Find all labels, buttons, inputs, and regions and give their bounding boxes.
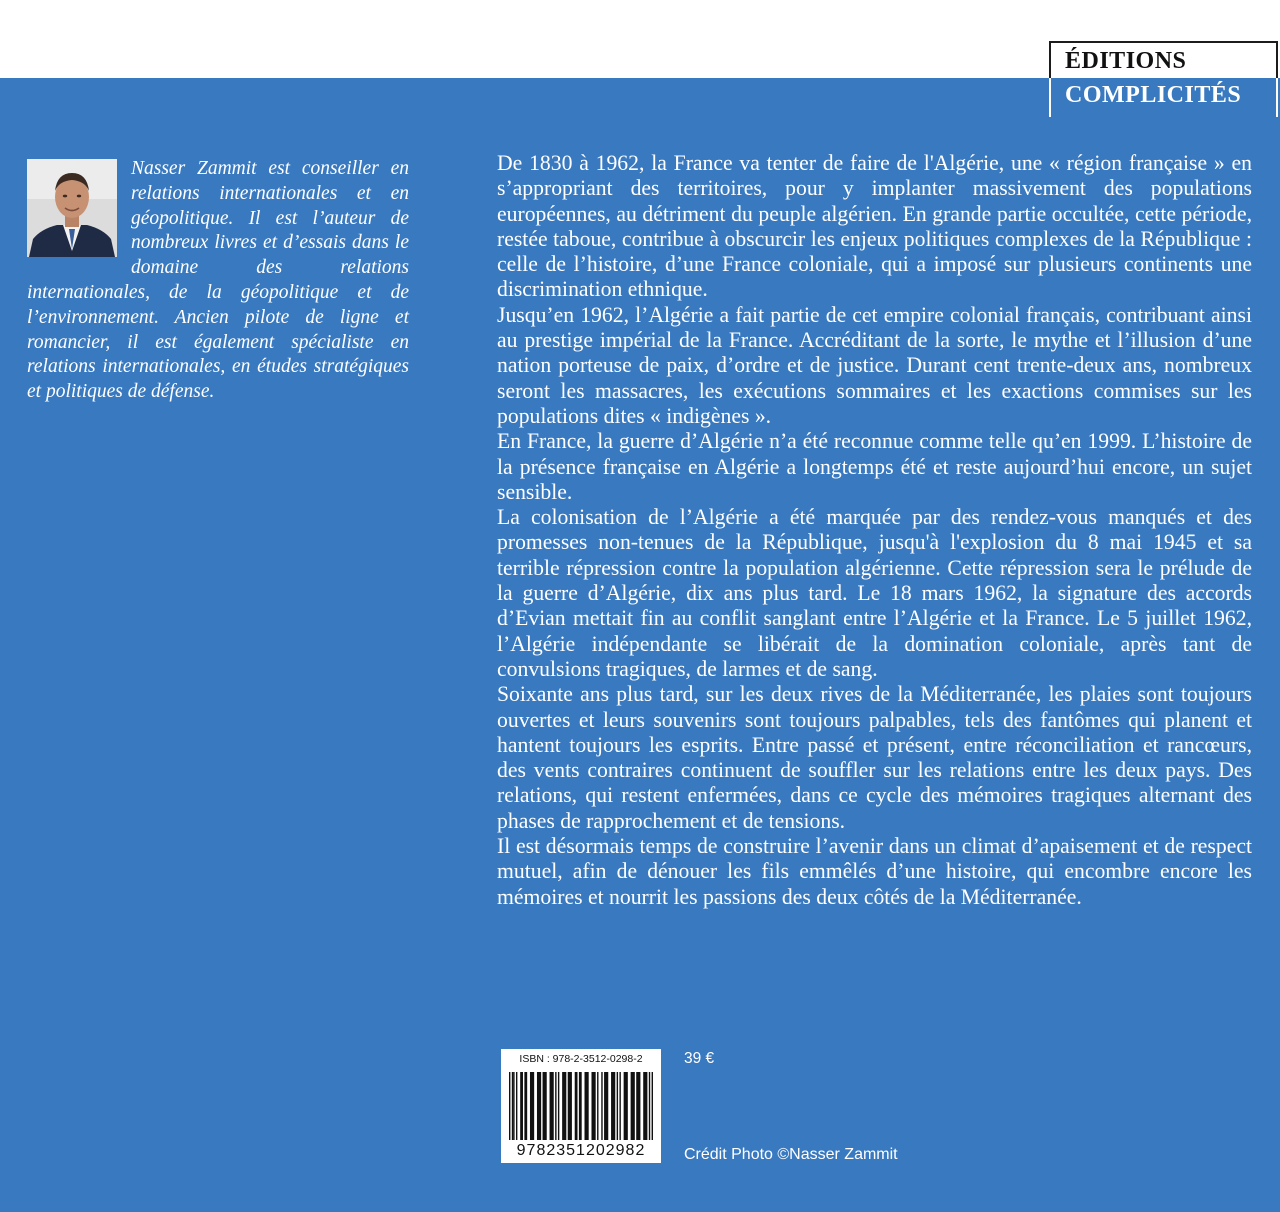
barcode-bar [636,1072,640,1140]
blurb-paragraph: Il est désormais temps de construire l’avenir dans un climat d’apaisement et de respect mutuel, afin de dénouer les fils emmêlés d’une histoire, qui encombre encore les mémoires et nourrit les passions des deux côtés de la Méditerranée. [497,834,1252,909]
blurb-paragraph: Jusqu’en 1962, l’Algérie a fait partie de cet empire colonial français, contribuant ainsi au prestige impérial de la France. Accréditant de la sorte, le mythe et l’illusion d’une nation porteuse de paix, d’ordre et de justice. Durant cent trente-deux ans, nombreux seront les massacres, les exécutions sommaires et les exactions commises sur les populations dites « indigènes ». [497,302,1252,428]
blurb-paragraph: De 1830 à 1962, la France va tenter de faire de l'Algérie, une « région française » en s’appropriant des territoires, pour y implanter massivement des populations européennes, au détriment du peuple algérien. En grande partie occultée, cette période, restée taboue, contribue à obscurcir les enjeux politiques complexes de la République : celle de l’histoire, d’une France coloniale, qui a imposé sur plusieurs continents une discrimination ethnique. [497,151,1252,302]
barcode-bar [568,1072,572,1140]
publisher-logo-top [1049,41,1278,80]
barcode-bar [585,1072,589,1140]
barcode-bar [611,1072,615,1140]
back-cover-blurb [497,151,1252,910]
photo-credit: Crédit Photo ©Nasser Zammit [684,1146,898,1163]
barcode-panel [501,1049,661,1163]
blurb-paragraph: Soixante ans plus tard, sur les deux rives de la Méditerranée, les plaies sont toujours ouvertes et leurs souvenirs sont toujours palpables, tels des fantômes qui planent et hantent toujours les esprits. Entre passé et présent, entre réconciliation et rancœurs, des vents contraires continuent de souffler sur les relations entre les deux pays. Des relations, qui restent enfermées, dans ce cycle des mémoires tragiques alternant des phases de rapprochement et de tensions. [497,682,1252,833]
barcode-bars [509,1072,653,1140]
publisher-logo-bottom [1049,78,1278,117]
barcode-bar [617,1072,618,1140]
barcode-bar [509,1072,510,1140]
publisher-line1: ÉDITIONS [1065,48,1187,74]
barcode-bar [649,1072,650,1140]
author-bio [27,157,409,405]
barcode-bar [575,1072,578,1140]
barcode-bar [537,1072,541,1140]
price: 39 € [684,1050,715,1067]
barcode-bar [579,1072,582,1140]
barcode-bar [550,1072,554,1140]
barcode-bar [562,1072,566,1140]
barcode-bar [530,1072,534,1140]
barcode-bar [631,1072,635,1140]
barcode-bar [516,1072,517,1140]
barcode-bar [555,1072,556,1140]
barcode-bar [624,1072,628,1140]
barcode-bar [619,1072,620,1140]
barcode-bar [543,1072,547,1140]
photo-spacer [27,157,131,259]
barcode-bar [558,1072,559,1140]
author-bio-text: Nasser Zammit est conseiller en relations internationales et en géopolitique. Il est l’auteur de nombreux livres et d’essais dans le domaine des relations internationales, de la géopolitique et de l’environnement. Ancien pilote de ligne et romancier, il est également spécialiste en relations internationales, en études stratégiques et politiques de défense. [27,158,409,403]
barcode-bar [591,1072,595,1140]
barcode-digits: 9782351202982 [516,1142,646,1159]
barcode-bar [604,1072,608,1140]
publisher-logo [1049,41,1278,117]
barcode-bar [643,1072,647,1140]
barcode-bar [520,1072,523,1140]
publisher-line2: COMPLICITÉS [1065,82,1242,108]
barcode-bar [512,1072,513,1140]
barcode-bar [524,1072,527,1140]
barcode-bar [597,1072,598,1140]
blurb-paragraph: La colonisation de l’Algérie a été marquée par des rendez-vous manqués et des promesses non-tenues de la République, jusqu'à l'explosion du 8 mai 1945 et sa terrible répression contre la population algérienne. Cette répression sera le prélude de la guerre d’Algérie, dix ans plus tard. Le 18 mars 1962, la signature des accords d’Evian mettait fin au conflit sanglant entre l’Algérie et la France. Le 5 juillet 1962, l’Algérie indépendante se libérait de la domination coloniale, après tant de convulsions tragiques, de larmes et de sang. [497,505,1252,681]
barcode-bar [652,1072,653,1140]
barcode-bar [513,1072,514,1140]
blurb-paragraph: En France, la guerre d’Algérie n’a été reconnue comme telle qu’en 1999. L’histoire de la présence française en Algérie a longtemps été et reste aujourd’hui encore, un sujet sensible. [497,429,1252,504]
isbn-label: ISBN : 978-2-3512-0298-2 [519,1053,643,1065]
barcode-bar [601,1072,602,1140]
